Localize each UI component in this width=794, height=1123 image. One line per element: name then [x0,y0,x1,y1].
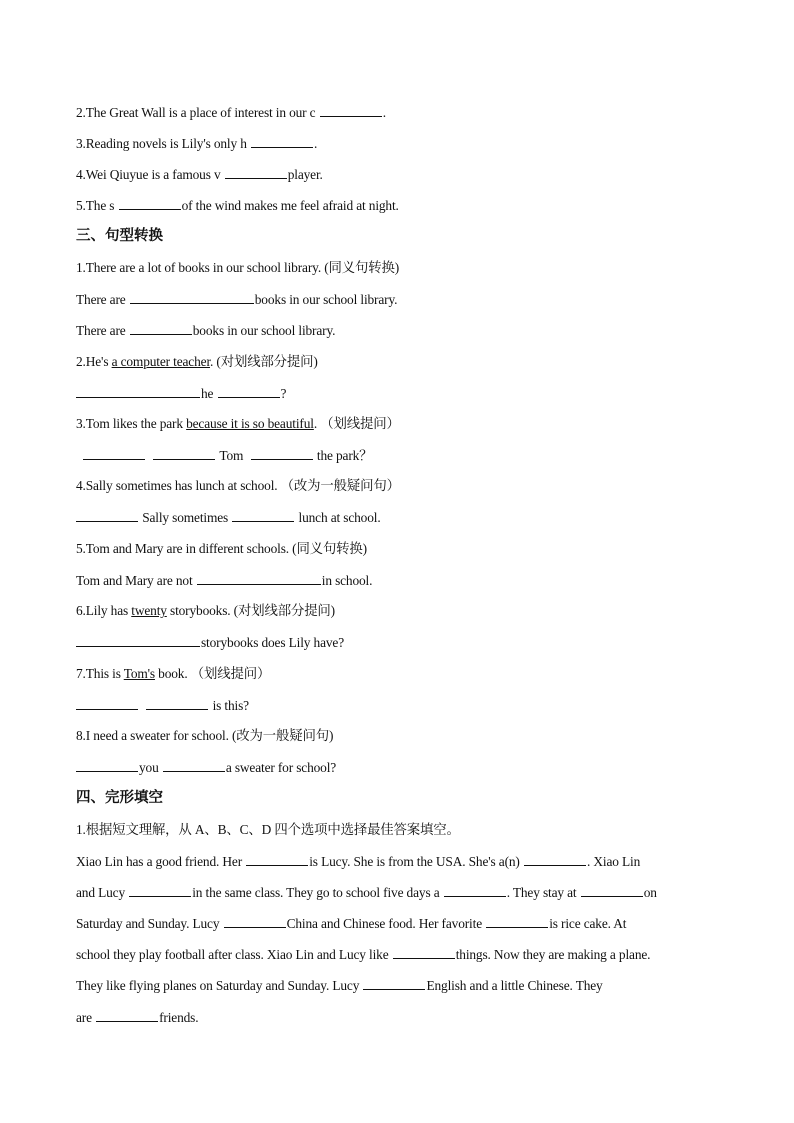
underlined-text: twenty [131,603,167,618]
text: player. [287,167,323,182]
text: 6.Lily has [76,603,132,618]
answer-blank[interactable] [524,852,586,866]
answer-blank[interactable] [163,758,225,772]
answer-blank[interactable] [76,696,138,710]
s3-q7 [76,665,270,683]
text: are [76,1010,96,1025]
s3-q2 [76,353,318,371]
text: . Xiao Lin [586,854,641,869]
text: a sweater for school? [225,760,337,775]
text: books in our school library. [254,292,398,307]
answer-blank[interactable] [251,446,313,460]
text: he [201,386,217,401]
s2-q2 [76,103,386,122]
underlined-text: because it is so beautiful [186,416,314,431]
text: Xiao Lin has a good friend. Her [76,854,246,869]
answer-blank[interactable] [363,976,425,990]
s3-q6-line1 [76,633,344,652]
text: . (对划线部分提问) [210,354,318,369]
answer-blank[interactable] [119,196,181,210]
text: storybooks does Lily have? [201,635,344,650]
s4-instruction: 1.根据短文理解，从 A、B、C、D 四个选项中选择最佳答案填空。 [76,822,460,837]
s3-q2-line1 [76,384,286,403]
answer-blank[interactable] [486,914,548,928]
answer-blank[interactable] [76,384,200,398]
s3-q8-line1 [76,758,336,777]
s2-q5 [76,196,399,215]
text: and Lucy [76,885,129,900]
answer-blank[interactable] [225,165,287,179]
text: on [643,885,657,900]
s2-q3 [76,134,317,153]
s3-q8: 8.I need a sweater for school. (改为一般疑问句) [76,728,334,743]
text: book. （划线提问） [154,666,271,681]
s3-q3 [76,415,400,433]
answer-blank[interactable] [76,508,138,522]
text: China and Chinese food. Her favorite [286,916,486,931]
text: 2.The Great Wall is a place of interest in our c [76,105,319,120]
text: lunch at school. [295,510,381,525]
answer-blank[interactable] [320,103,382,117]
answer-blank[interactable] [581,883,643,897]
answer-blank[interactable] [130,321,192,335]
text: 2.He's [76,354,112,369]
answer-blank[interactable] [197,571,321,585]
s3-q5: 5.Tom and Mary are in different schools. (同义句转换) [76,541,367,556]
text: English and a little Chinese. They [426,978,603,993]
section-heading: 四、完形填空 [76,790,163,806]
text: Tom and Mary are not [76,573,196,588]
text: is this? [209,698,249,713]
underlined-text: Tom's [123,666,155,681]
s3-q4: 4.Sally sometimes has lunch at school. （改为一般疑问句） [76,478,400,493]
text: 4.Wei Qiuyue is a famous v [76,167,224,182]
text: Sally sometimes [139,510,232,525]
text: ? [280,386,287,401]
answer-blank[interactable] [76,633,200,647]
answer-blank[interactable] [96,1008,158,1022]
text: There are [76,323,129,338]
text: books in our school library. [192,323,336,338]
s3-q1: 1.There are a lot of books in our school library. (同义句转换) [76,260,400,275]
answer-blank[interactable] [83,446,145,460]
text: 7.This is [76,666,124,681]
s3-q4-line1 [76,508,381,527]
passage-line [76,883,657,902]
text: is rice cake. At [549,916,627,931]
text: things. Now they are making a plane. [455,947,651,962]
text: is Lucy. She is from the USA. She's a(n) [309,854,523,869]
text: . They stay at [506,885,580,900]
answer-blank[interactable] [218,384,280,398]
s2-q4 [76,165,323,184]
text: in the same class. They go to school five days a [192,885,443,900]
answer-blank[interactable] [232,508,294,522]
text: 5.The s [76,198,118,213]
text: Tom [216,448,247,463]
answer-blank[interactable] [224,914,286,928]
text: They like flying planes on Saturday and Sunday. Lucy [76,978,363,993]
answer-blank[interactable] [246,852,308,866]
section-heading: 三、句型转换 [76,228,163,244]
text: . （划线提问） [313,416,400,431]
passage-line [76,852,640,871]
text: storybooks. (对划线部分提问) [166,603,335,618]
s3-q1-line2 [76,321,335,340]
answer-blank[interactable] [130,290,254,304]
s3-q3-line1 [82,446,372,465]
text: There are [76,292,129,307]
answer-blank[interactable] [76,758,138,772]
passage-line [76,1008,198,1027]
text: in school. [321,573,373,588]
text: 3.Tom likes the park [76,416,187,431]
text: the park？ [313,448,373,463]
s3-q6 [76,602,335,620]
text: friends. [159,1010,199,1025]
s3-q7-line1 [76,696,249,715]
text: . [382,105,386,120]
passage-line [76,914,626,933]
answer-blank[interactable] [146,696,208,710]
text: of the wind makes me feel afraid at night. [181,198,399,213]
passage-line [76,945,650,964]
text: . [314,136,318,151]
answer-blank[interactable] [444,883,506,897]
underlined-text: a computer teacher [111,354,211,369]
text: school they play football after class. Xiao Lin and Lucy like [76,947,392,962]
answer-blank[interactable] [129,883,191,897]
answer-blank[interactable] [393,945,455,959]
text: 3.Reading novels is Lily's only h [76,136,250,151]
passage-line [76,976,603,995]
answer-blank[interactable] [251,134,313,148]
text: you [139,760,162,775]
s3-q1-line1 [76,290,397,309]
s3-q5-line1 [76,571,372,590]
answer-blank[interactable] [153,446,215,460]
text: Saturday and Sunday. Lucy [76,916,223,931]
